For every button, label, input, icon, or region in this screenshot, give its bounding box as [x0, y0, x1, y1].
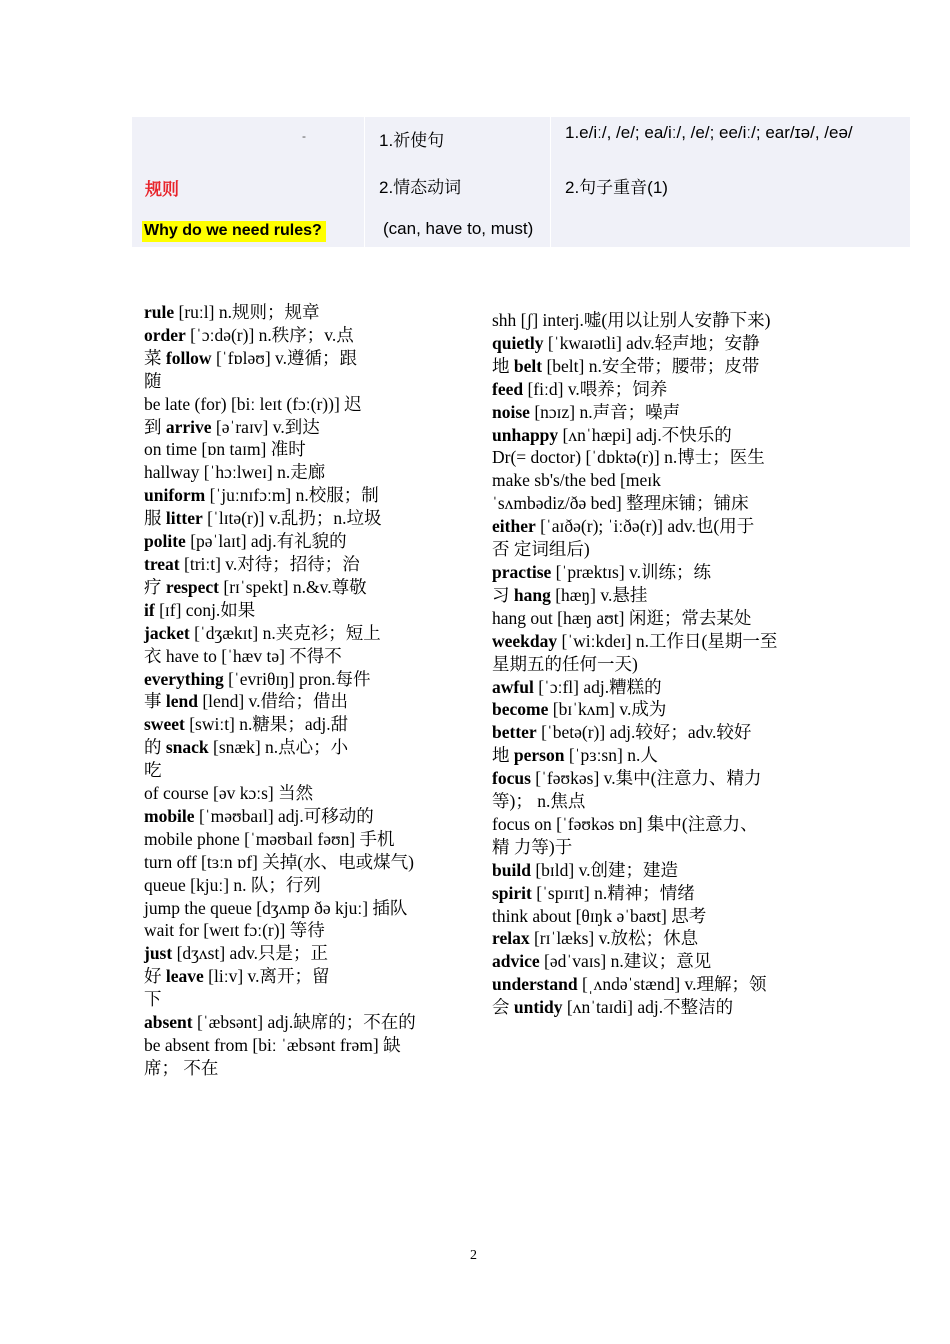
vocab-word: lend [165, 691, 198, 712]
vocab-definition: 星期五的任何一天) [492, 653, 638, 674]
phonics-point-1: 1.e/iː/, /e/; ea/iː/, /e/; ee/iː/; ear/ɪə/, /eə/ [565, 123, 853, 142]
vocab-word: belt [513, 355, 543, 376]
vocab-line [144, 1034, 454, 1057]
vocab-line [144, 370, 454, 393]
vocab-definition: [dʒʌst] adv.只是；正 [172, 943, 329, 964]
vocab-line [144, 438, 454, 461]
vocab-line [492, 561, 812, 584]
vocab-definition: of course [əv kɔːs] 当然 [144, 783, 314, 804]
vocab-line [492, 538, 812, 561]
vocab-definition: be late (for) [biː leɪt (fɔː(r))] 迟 [144, 393, 362, 414]
vocab-definition: [bɪˈkʌm] v.成为 [548, 699, 667, 720]
vocab-definition: 精 力等)于 [492, 836, 573, 857]
vocab-definition: [ədˈvaɪs] n.建议；意见 [539, 951, 712, 972]
vocab-definition: hallway [ˈhɔːlweɪ] n.走廊 [144, 462, 326, 483]
vocab-line [492, 676, 812, 699]
vocab-definition: jump the queue [dʒʌmp ðə kjuː] 插队 [144, 897, 408, 918]
header-cell-grammar [364, 117, 551, 247]
vocab-line [144, 461, 454, 484]
vocab-definition: 服 [144, 508, 166, 529]
vocab-line [492, 790, 812, 813]
vocab-line [144, 713, 454, 736]
vocab-word: absent [144, 1012, 193, 1033]
vocab-line [144, 393, 454, 416]
vocab-definition: [belt] n.安全带；腰带；皮带 [542, 355, 760, 376]
vocab-definition: 吃 [144, 760, 162, 781]
vocab-word: noise [492, 401, 530, 422]
vocab-word: follow [165, 347, 212, 368]
vocab-word: mobile [144, 805, 195, 826]
vocab-definition: [ˈɔːdə(r)] n.秩序；v.点 [185, 324, 354, 345]
vocab-word: quietly [492, 332, 544, 353]
vocab-line [144, 919, 454, 942]
vocab-word: sweet [144, 714, 185, 735]
vocab-word: everything [144, 668, 224, 689]
vocab-definition: 否 定词组后) [492, 539, 590, 560]
vocab-line [144, 942, 454, 965]
vocab-column-right [492, 309, 812, 1019]
grammar-point-1: 1.祈使句 [379, 131, 445, 150]
vocab-definition: 席； 不在 [144, 1057, 219, 1078]
vocab-word: snack [165, 737, 209, 758]
vocab-line [492, 492, 812, 515]
vocab-definition: [fiːd] v.喂养；饲养 [523, 378, 668, 399]
vocab-word: unhappy [492, 424, 559, 445]
vocab-word: treat [144, 553, 180, 574]
vocab-line [144, 1057, 454, 1080]
vocab-word: weekday [492, 630, 558, 651]
vocab-definition: 等)； n.焦点 [492, 791, 586, 812]
vocab-line [492, 515, 812, 538]
phonics-point-2: 2.句子重音(1) [565, 178, 668, 197]
vocab-definition: [ɪf] conj.如果 [154, 599, 256, 620]
vocab-line [492, 355, 812, 378]
vocab-line [492, 653, 812, 676]
vocab-definition: 地 [492, 745, 514, 766]
vocab-line [492, 424, 812, 447]
vocab-word: practise [492, 561, 552, 582]
vocab-line [492, 378, 812, 401]
vocab-definition: turn off [tɜːn ɒf] 关掉(水、电或煤气) [144, 851, 414, 872]
unit-question: Why do we need rules? [142, 221, 326, 242]
vocab-definition: [ˈpræktɪs] v.训练；练 [551, 561, 712, 582]
vocab-line [144, 599, 454, 622]
vocab-line [492, 630, 812, 653]
header-cell-topic [132, 117, 364, 247]
vocab-word: order [144, 324, 186, 345]
vocab-definition: hang out [hæŋ aʊt] 闲逛；常去某处 [492, 607, 752, 628]
vocab-definition: be absent from [biː ˈæbsənt frəm] 缺 [144, 1035, 401, 1055]
vocab-line [144, 736, 454, 759]
vocab-line [144, 668, 454, 691]
unit-title: 规则 [145, 180, 179, 199]
vocab-definition: think about [θɪŋk əˈbaʊt] 思考 [492, 905, 707, 926]
vocab-definition: [ruːl] n.规则；规章 [174, 302, 320, 322]
vocab-definition: wait for [weɪt fɔː(r)] 等待 [144, 920, 325, 941]
vocab-line [144, 484, 454, 507]
page-number: 2 [470, 1248, 477, 1263]
vocab-definition: ˈsʌmbədiz/ðə bed] 整理床铺；铺床 [492, 493, 749, 514]
vocab-line [144, 347, 454, 370]
vocab-word: litter [165, 508, 203, 529]
vocab-word: build [492, 859, 531, 880]
vocab-word: arrive [165, 416, 212, 437]
vocab-definition: 好 [144, 966, 166, 987]
vocab-definition: 到 [144, 416, 166, 437]
vocab-definition: [ˈjuːnɪfɔːm] n.校服；制 [205, 485, 379, 506]
vocab-definition: [ˌʌndəˈstænd] v.理解；领 [577, 974, 767, 995]
vocab-column-left [144, 301, 454, 1080]
vocab-line [144, 690, 454, 713]
vocab-definition: queue [kjuː] n. 队；行列 [144, 874, 321, 895]
vocab-line [492, 905, 812, 928]
vocab-line [492, 332, 812, 355]
vocab-line [492, 744, 812, 767]
vocab-line [492, 973, 812, 996]
vocab-line [144, 416, 454, 439]
vocab-line [144, 759, 454, 782]
vocab-word: advice [492, 951, 540, 972]
vocab-word: person [513, 745, 565, 766]
vocab-line [144, 553, 454, 576]
vocab-definition: on time [ɒn taɪm] 准时 [144, 439, 306, 460]
vocab-word: hang [513, 584, 551, 605]
vocab-word: respect [165, 576, 219, 597]
vocab-word: uniform [144, 485, 206, 506]
vocab-definition: [bɪld] v.创建；建造 [530, 859, 679, 880]
vocab-definition: [ˈfəʊkəs] v.集中(注意力、精力 [530, 768, 762, 789]
vocab-word: relax [492, 928, 530, 949]
vocab-word: spirit [492, 882, 532, 903]
vocab-definition: [ˈdʒækɪt] n.夹克衫；短上 [189, 622, 381, 643]
vocab-word: jacket [144, 622, 190, 643]
vocab-line [492, 836, 812, 859]
vocab-definition: make sb's/the bed [meɪk [492, 470, 661, 491]
vocab-definition: 下 [144, 989, 162, 1010]
vocab-definition: 习 [492, 584, 514, 605]
vocab-word: better [492, 722, 537, 743]
vocab-definition: [ʌnˈhæpi] adj.不快乐的 [558, 424, 732, 445]
vocab-line [492, 401, 812, 424]
vocab-line [492, 927, 812, 950]
vocab-definition: 随 [144, 370, 162, 391]
vocab-definition: 衣 have to [ˈhæv tə] 不得不 [144, 645, 342, 666]
vocab-line [144, 507, 454, 530]
vocab-line [144, 897, 454, 920]
vocab-definition: mobile phone [ˈməʊbaɪl fəʊn] 手机 [144, 828, 395, 849]
vocab-definition: [ˈɔːfl] adj.糟糕的 [533, 676, 662, 697]
vocab-line [492, 721, 812, 744]
vocab-definition: [lend] v.借给；借出 [197, 691, 349, 712]
vocab-line [144, 828, 454, 851]
vocab-line [144, 988, 454, 1011]
vocab-definition: [ˈfɒləʊ] v.遵循；跟 [211, 347, 358, 368]
vocab-definition: focus on [ˈfəʊkəs ɒn] 集中(注意力、 [492, 813, 758, 834]
vocab-line [492, 950, 812, 973]
vocab-definition: 的 [144, 737, 166, 758]
grammar-point-3: (can, have to, must) [383, 219, 534, 238]
vocab-line [144, 1011, 454, 1034]
vocab-word: awful [492, 676, 534, 697]
vocab-line [144, 965, 454, 988]
vocab-definition: [liːv] v.离开；留 [203, 966, 330, 987]
vocab-line [492, 446, 812, 469]
vocab-definition: [snæk] n.点心；小 [208, 737, 349, 758]
vocab-definition: [ˈkwaɪətli] adv.轻声地；安静 [543, 332, 760, 353]
dash-mark: - [302, 129, 306, 143]
vocab-line [492, 698, 812, 721]
vocab-definition: [rɪˈspekt] n.&v.尊敬 [219, 576, 367, 597]
vocab-definition: Dr(= doctor) [ˈdɒktə(r)] n.博士；医生 [492, 447, 765, 468]
vocab-line [492, 469, 812, 492]
vocab-definition: 会 [492, 997, 514, 1018]
vocab-definition: 事 [144, 691, 166, 712]
vocab-definition: [nɔɪz] n.声音；噪声 [529, 401, 681, 422]
vocab-definition: [əˈraɪv] v.到达 [211, 416, 320, 437]
vocab-word: understand [492, 974, 578, 995]
vocab-word: focus [492, 768, 531, 789]
vocab-line [492, 767, 812, 790]
vocab-word: become [492, 699, 549, 720]
vocab-line [144, 805, 454, 828]
vocab-definition: [ˈspɪrɪt] n.精神；情绪 [531, 882, 695, 903]
vocab-word: rule [144, 302, 175, 322]
vocab-definition: [pəˈlaɪt] adj.有礼貌的 [185, 531, 347, 552]
vocab-line [144, 301, 454, 324]
vocab-word: if [144, 599, 155, 620]
vocab-line [144, 874, 454, 897]
vocab-line [144, 645, 454, 668]
vocab-definition: [rɪˈlæks] v.放松；休息 [529, 928, 699, 949]
vocab-definition: [ˈpɜːsn] n.人 [564, 745, 658, 766]
grammar-point-2: 2.情态动词 [379, 178, 462, 197]
vocab-word: either [492, 516, 536, 537]
vocab-line [144, 782, 454, 805]
vocab-definition: [hæŋ] v.悬挂 [550, 584, 648, 605]
vocab-definition: 地 [492, 355, 514, 376]
vocab-definition: 疗 [144, 576, 166, 597]
vocab-line [144, 576, 454, 599]
vocab-definition: [ˈaɪðə(r); ˈiːðə(r)] adv.也(用于 [535, 516, 755, 537]
vocab-line [144, 622, 454, 645]
vocab-line [144, 530, 454, 553]
vocab-line [144, 851, 454, 874]
vocab-word: just [144, 943, 173, 964]
vocab-word: polite [144, 531, 186, 552]
header-table [132, 117, 910, 247]
vocab-line [492, 813, 812, 836]
vocab-line [492, 859, 812, 882]
vocab-line [492, 309, 812, 332]
vocab-definition: [ˈməʊbaɪl] adj.可移动的 [194, 805, 374, 826]
vocab-definition: 菜 [144, 347, 166, 368]
vocab-definition: [swiːt] n.糖果；adj.甜 [184, 714, 349, 735]
header-cell-phonics [550, 117, 911, 247]
vocab-definition: [triːt] v.对待；招待；治 [179, 553, 360, 574]
vocab-word: untidy [513, 997, 563, 1018]
vocab-line [492, 607, 812, 630]
vocab-line [492, 996, 812, 1019]
vocab-word: leave [165, 966, 204, 987]
vocab-definition: [ˈwiːkdeɪ] n.工作日(星期一至 [557, 630, 778, 651]
vocab-word: feed [492, 378, 524, 399]
vocab-definition: [ˈevriθɪŋ] pron.每件 [223, 668, 371, 689]
vocab-definition: [ˈlɪtə(r)] v.乱扔；n.垃圾 [202, 508, 382, 529]
vocab-line [144, 324, 454, 347]
vocab-line [492, 584, 812, 607]
vocab-definition: shh [ʃ] interj.嘘(用以让别人安静下来) [492, 310, 771, 330]
vocab-line [492, 882, 812, 905]
vocab-definition: [ʌnˈtaɪdi] adj.不整洁的 [562, 997, 734, 1018]
vocab-definition: [ˈæbsənt] adj.缺席的；不在的 [192, 1012, 416, 1033]
vocab-definition: [ˈbetə(r)] adj.较好；adv.较好 [536, 722, 752, 743]
